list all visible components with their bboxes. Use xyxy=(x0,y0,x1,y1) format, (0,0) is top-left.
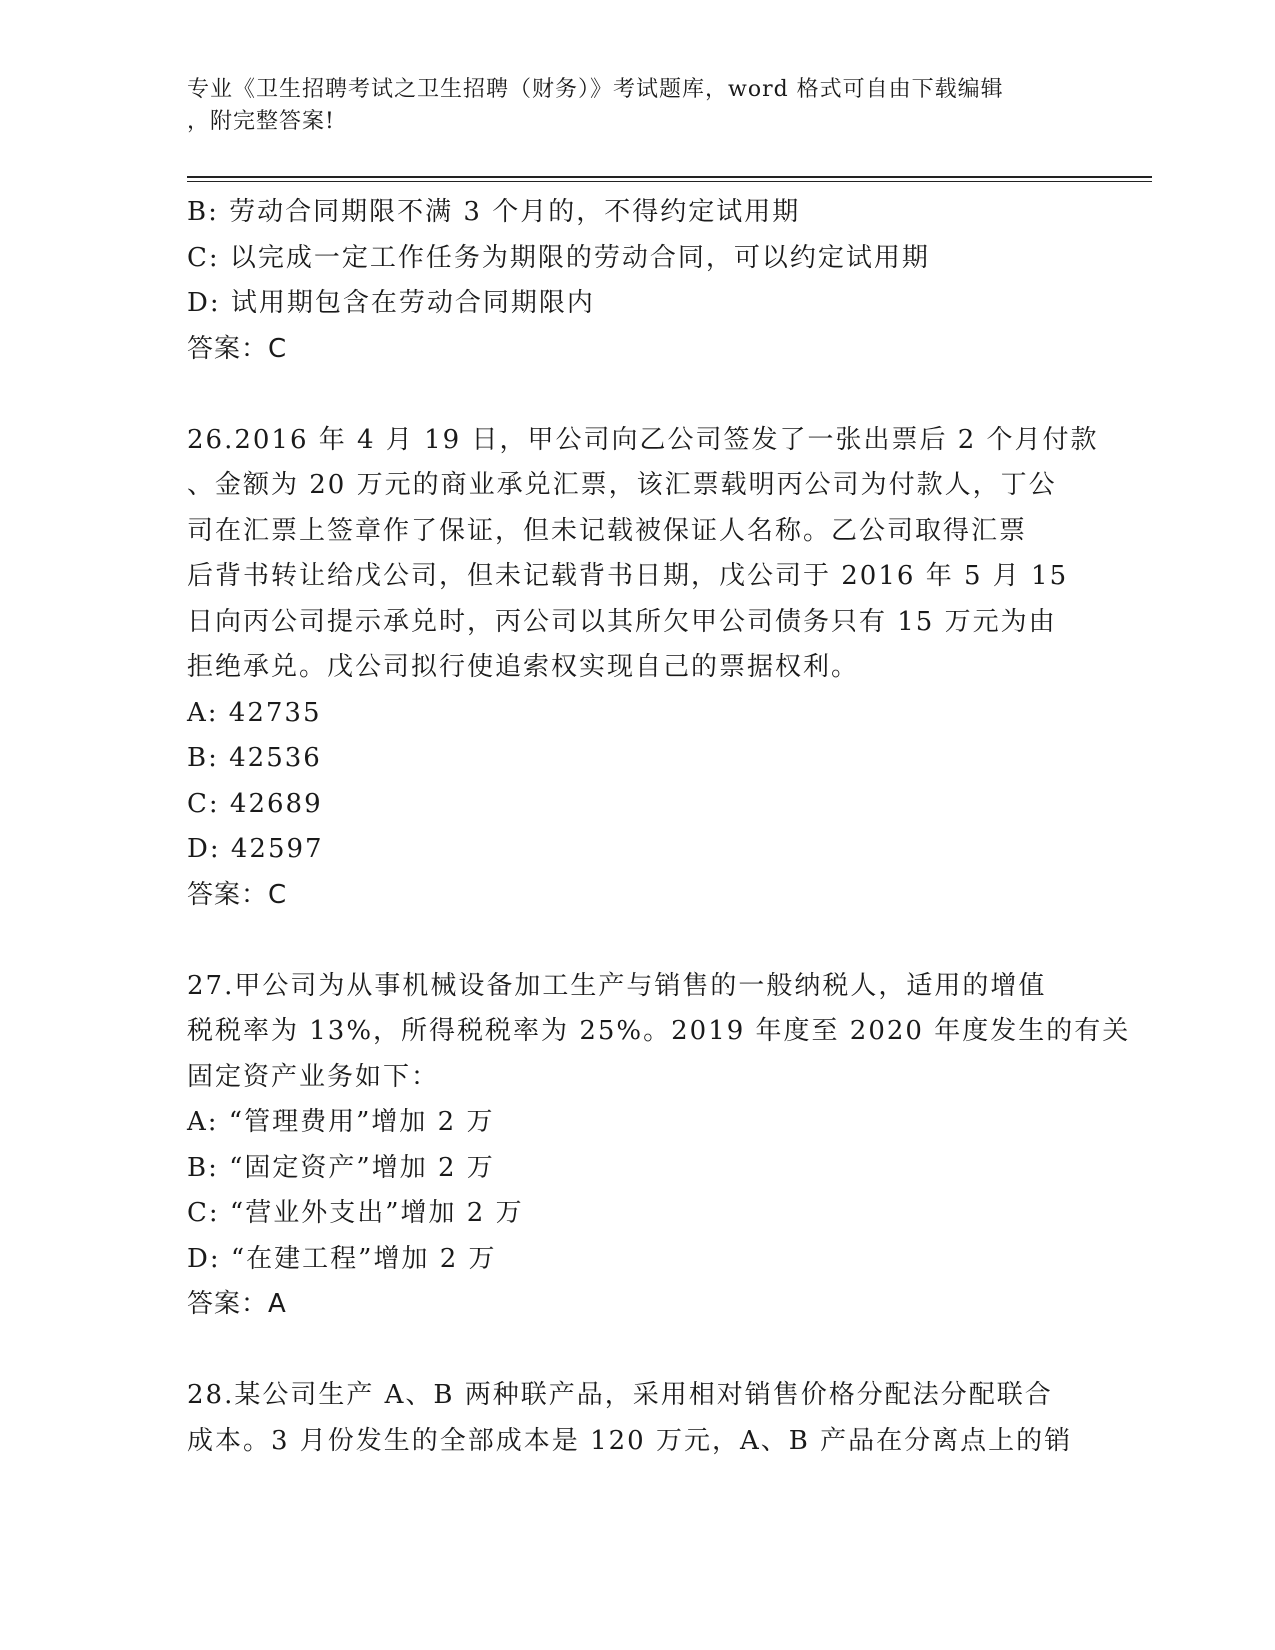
answer: 答案：A xyxy=(187,1289,287,1319)
option-a: A: 42735 xyxy=(187,697,322,728)
header-rule-thick xyxy=(187,176,1152,178)
option-d: D: 42597 xyxy=(187,834,324,864)
question-text-line: 27.甲公司为从事机械设备加工生产与销售的一般纳税人，适用的增值 xyxy=(187,970,1047,1001)
question-28 xyxy=(187,1373,1087,1464)
option-d: D: “在建工程”增加 2 万 xyxy=(187,1243,497,1274)
question-text-line: 拒绝承兑。戊公司拟行使追索权实现自己的票据权利。 xyxy=(187,652,860,682)
question-text-line: 司在汇票上签章作了保证，但未记载被保证人名称。乙公司取得汇票 xyxy=(187,515,1028,546)
question-27 xyxy=(187,964,1131,1328)
answer: 答案：C xyxy=(187,879,288,910)
question-content xyxy=(187,190,1131,1464)
question-26 xyxy=(187,418,1099,919)
question-text-line: 28.某公司生产 A、B 两种联产品，采用相对销售价格分配法分配联合 xyxy=(187,1380,1053,1410)
option-b: B: 劳动合同期限不满 3 个月的，不得约定试用期 xyxy=(187,197,801,227)
spacer xyxy=(187,372,1087,418)
option-b: B: “固定资产”增加 2 万 xyxy=(187,1152,495,1183)
question-text-line: 26.2016 年 4 月 19 日，甲公司向乙公司签发了一张出票后 2 个月付款 xyxy=(187,424,1099,455)
question-text-line: 后背书转让给戊公司，但未记载背书日期，戊公司于 2016 年 5 月 15 xyxy=(187,561,1069,591)
header-line-2: ，附完整答案! xyxy=(187,109,335,134)
question-text-line: 成本。3 月份发生的全部成本是 120 万元，A、B 产品在分离点上的销 xyxy=(187,1425,1073,1456)
question-text-line: 税税率为 13%，所得税税率为 25%。2019 年度至 2020 年度发生的有关 xyxy=(187,1016,1131,1046)
option-c: C: “营业外支出”增加 2 万 xyxy=(187,1198,524,1228)
option-b: B: 42536 xyxy=(187,743,322,773)
spacer xyxy=(187,1328,1087,1374)
header-rule-thin xyxy=(187,181,1152,182)
question-text-line: 日向丙公司提示承兑时，丙公司以其所欠甲公司债务只有 15 万元为由 xyxy=(187,606,1057,637)
page-header xyxy=(187,74,1087,138)
header-line-1: 专业《卫生招聘考试之卫生招聘（财务）》考试题库，word 格式可自由下载编辑 xyxy=(187,77,1004,102)
question-25 xyxy=(187,190,1087,372)
question-text-line: 固定资产业务如下： xyxy=(187,1061,440,1092)
option-d: D: 试用期包含在劳动合同期限内 xyxy=(187,288,595,318)
answer: 答案：C xyxy=(187,333,288,364)
spacer xyxy=(187,918,1087,964)
option-a: A: “管理费用”增加 2 万 xyxy=(187,1107,495,1137)
option-c: C: 以完成一定工作任务为期限的劳动合同，可以约定试用期 xyxy=(187,242,930,273)
question-text-line: 、金额为 20 万元的商业承兑汇票，该汇票载明丙公司为付款人，丁公 xyxy=(187,470,1057,500)
option-c: C: 42689 xyxy=(187,788,323,819)
